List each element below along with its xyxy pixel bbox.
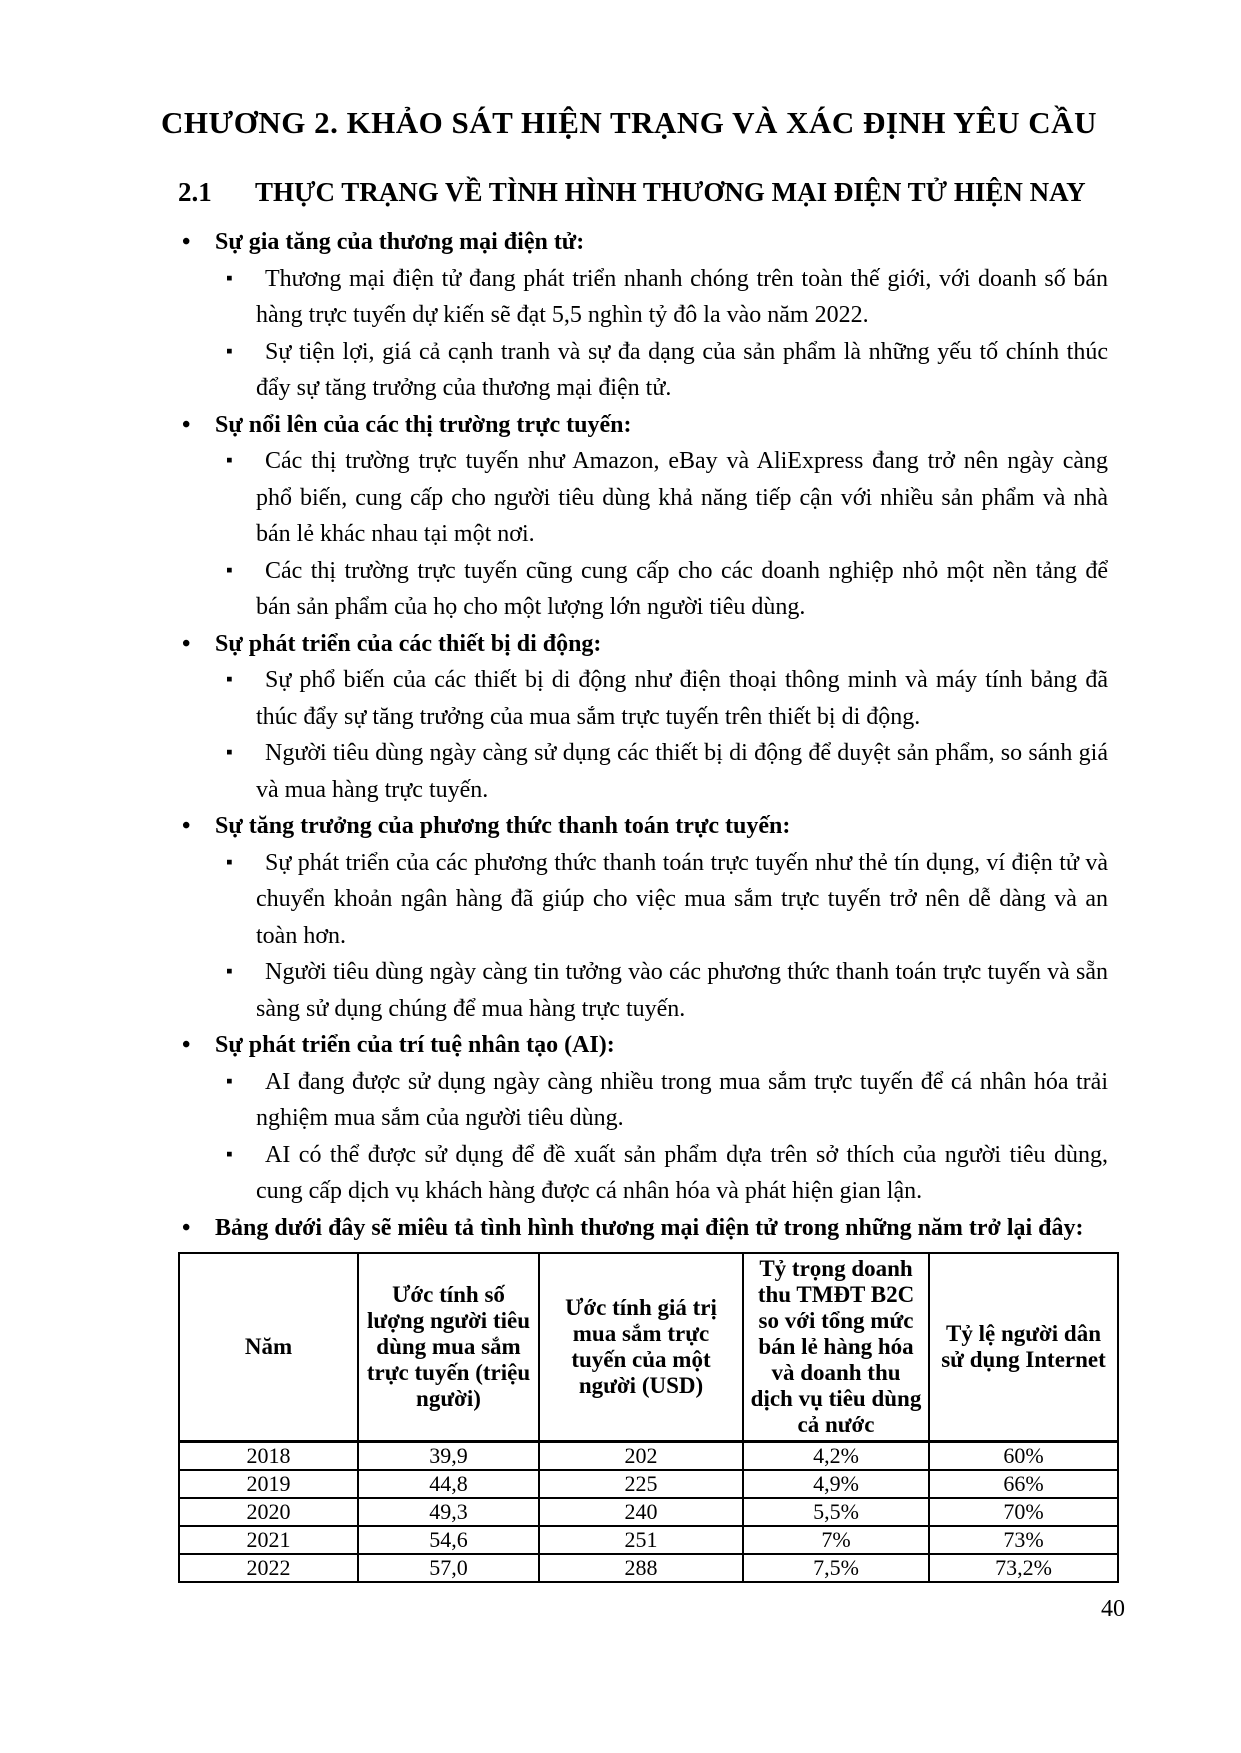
table-header-cell: Tỷ lệ người dân sử dụng Internet (929, 1253, 1118, 1442)
bullet-heading-text: Sự gia tăng của thương mại điện tử: (215, 229, 585, 255)
sub-bullet (226, 1064, 1108, 1137)
bullet-square-icon: ▪ (226, 1070, 233, 1092)
bullet-heading (150, 1027, 1108, 1064)
bullet-square-icon: ▪ (226, 1143, 233, 1165)
sub-bullet (226, 553, 1108, 626)
bullet-square-icon: ▪ (226, 669, 233, 690)
table-header-cell: Ước tính giá trị mua sắm trực tuyến của một người (USD) (539, 1253, 743, 1442)
table-cell: 251 (539, 1526, 743, 1554)
table-cell: 202 (539, 1442, 743, 1471)
bullet-square-icon: ▪ (226, 742, 233, 763)
sub-bullet-text: Người tiêu dùng ngày càng sử dụng các thiết bị di động để duyệt sản phẩm, so sánh giá và mua hàng trực tuyến. (256, 740, 1108, 803)
table-cell: 2021 (179, 1526, 358, 1554)
table-cell: 60% (929, 1442, 1118, 1471)
sub-bullet-text: Sự tiện lợi, giá cả cạnh tranh và sự đa dạng của sản phẩm là những yếu tố chính thúc đẩy sự tăng trưởng của thương mại điện tử. (256, 338, 1108, 401)
sub-bullet (226, 261, 1108, 334)
bullet-heading-text: Sự phát triển của các thiết bị di động: (215, 630, 602, 657)
bullet-square-icon: ▪ (226, 267, 233, 289)
table-row (179, 1554, 1118, 1582)
bullet-square-icon: ▪ (226, 851, 233, 873)
table-cell: 225 (539, 1470, 743, 1498)
sub-bullet-text: Sự phát triển của các phương thức thanh toán trực tuyến như thẻ tín dụng, ví điện tử và chuyển khoản ngân hàng đã giúp cho việc mua sắm trực tuyến trở nên dễ dàng và an toàn hơn. (256, 849, 1108, 949)
table-row (179, 1442, 1118, 1471)
bullet-square-icon: ▪ (226, 340, 233, 362)
table-cell: 2019 (179, 1470, 358, 1498)
section-title: THỰC TRẠNG VỀ TÌNH HÌNH THƯƠNG MẠI ĐIỆN TỬ HIỆN NAY (255, 177, 1086, 207)
table-row (179, 1470, 1118, 1498)
sub-bullet (226, 845, 1108, 955)
table-cell: 4,2% (743, 1442, 929, 1471)
bullet-dot-icon: • (182, 411, 191, 438)
bullet-heading-text: Sự nổi lên của các thị trường trực tuyến: (215, 411, 632, 438)
sub-bullet (226, 954, 1108, 1027)
bullet-heading (150, 224, 1108, 261)
sub-bullet-text: Sự phổ biến của các thiết bị di động như điện thoại thông minh và máy tính bảng đã thúc đẩy sự tăng trưởng của mua sắm trực tuyến trên thiết bị di động. (256, 667, 1108, 730)
table-cell: 39,9 (358, 1442, 539, 1471)
sub-bullet (226, 662, 1108, 735)
table-cell: 5,5% (743, 1498, 929, 1526)
bullet-dot-icon: • (182, 1214, 191, 1241)
table-cell: 240 (539, 1498, 743, 1526)
sub-bullet-text: Các thị trường trực tuyến như Amazon, eBay và AliExpress đang trở nên ngày càng phổ biến, cung cấp cho người tiêu dùng khả năng tiếp cận với nhiều sản phẩm và nhà bán lẻ khác nhau tại một nơi. (256, 448, 1108, 547)
bullet-dot-icon: • (182, 229, 191, 255)
table-cell: 57,0 (358, 1554, 539, 1582)
table-header-cell: Ước tính số lượng người tiêu dùng mua sắm trực tuyến (triệu người) (358, 1253, 539, 1442)
sub-bullet-text: AI có thể được sử dụng để đề xuất sản phẩm dựa trên sở thích của người tiêu dùng, cung cấp dịch vụ khách hàng được cá nhân hóa và phát hiện gian lận. (256, 1141, 1108, 1204)
sub-bullet (226, 735, 1108, 808)
page-number: 40 (1101, 1596, 1125, 1622)
table-cell: 49,3 (358, 1498, 539, 1526)
bullet-heading (150, 1210, 1108, 1247)
table-cell: 44,8 (358, 1470, 539, 1498)
section-number: 2.1 (178, 177, 212, 207)
table-cell: 7,5% (743, 1554, 929, 1582)
sub-bullet (226, 443, 1108, 553)
table-cell: 2022 (179, 1554, 358, 1582)
table-cell: 54,6 (358, 1526, 539, 1554)
bullet-heading-text: Sự tăng trưởng của phương thức thanh toán trực tuyến: (215, 813, 791, 839)
table-cell: 2018 (179, 1442, 358, 1471)
table-cell: 66% (929, 1470, 1118, 1498)
sub-bullet-text: AI đang được sử dụng ngày càng nhiều trong mua sắm trực tuyến để cá nhân hóa trải nghiệm mua sắm của người tiêu dùng. (256, 1068, 1108, 1131)
table-cell: 4,9% (743, 1470, 929, 1498)
table-cell: 70% (929, 1498, 1118, 1526)
table-cell: 73,2% (929, 1554, 1118, 1582)
bullet-list (150, 224, 1108, 1246)
bullet-square-icon: ▪ (226, 559, 233, 581)
sub-bullet-text: Thương mại điện tử đang phát triển nhanh chóng trên toàn thế giới, với doanh số bán hàng trực tuyến dự kiến sẽ đạt 5,5 nghìn tỷ đô la vào năm 2022. (256, 265, 1108, 328)
bullet-dot-icon: • (182, 1032, 191, 1058)
section-heading (178, 172, 1108, 212)
bullet-heading-text: Bảng dưới đây sẽ miêu tả tình hình thương mại điện tử trong những năm trở lại đây: (215, 1214, 1084, 1241)
sub-bullet-text: Các thị trường trực tuyến cũng cung cấp cho các doanh nghiệp nhỏ một nền tảng để bán sản phẩm của họ cho một lượng lớn người tiêu dùng. (256, 557, 1108, 620)
table-cell: 73% (929, 1526, 1118, 1554)
sub-bullet (226, 334, 1108, 407)
bullet-heading-text: Sự phát triển của trí tuệ nhân tạo (AI): (215, 1032, 615, 1058)
bullet-heading (150, 626, 1108, 663)
table-cell: 288 (539, 1554, 743, 1582)
sub-bullet-text: Người tiêu dùng ngày càng tin tưởng vào các phương thức thanh toán trực tuyến và sẵn sàng sử dụng chúng để mua hàng trực tuyến. (256, 959, 1108, 1022)
bullet-dot-icon: • (182, 630, 191, 657)
bullet-heading (150, 808, 1108, 845)
sub-bullet (226, 1137, 1108, 1210)
table-row (179, 1526, 1118, 1554)
bullet-dot-icon: • (182, 813, 191, 839)
ecommerce-statistics-table (178, 1252, 1119, 1583)
chapter-title: CHƯƠNG 2. KHẢO SÁT HIỆN TRẠNG VÀ XÁC ĐỊNH YÊU CẦU (161, 105, 1097, 140)
bullet-square-icon: ▪ (226, 450, 233, 471)
table-cell: 7% (743, 1526, 929, 1554)
table-cell: 2020 (179, 1498, 358, 1526)
table-header-cell: Năm (179, 1253, 358, 1442)
bullet-heading (150, 407, 1108, 444)
table-row (179, 1498, 1118, 1526)
table-header-row (179, 1253, 1118, 1442)
table-header-cell: Tỷ trọng doanh thu TMĐT B2C so với tổng mức bán lẻ hàng hóa và doanh thu dịch vụ tiêu dùng cả nước (743, 1253, 929, 1442)
bullet-square-icon: ▪ (226, 961, 233, 982)
